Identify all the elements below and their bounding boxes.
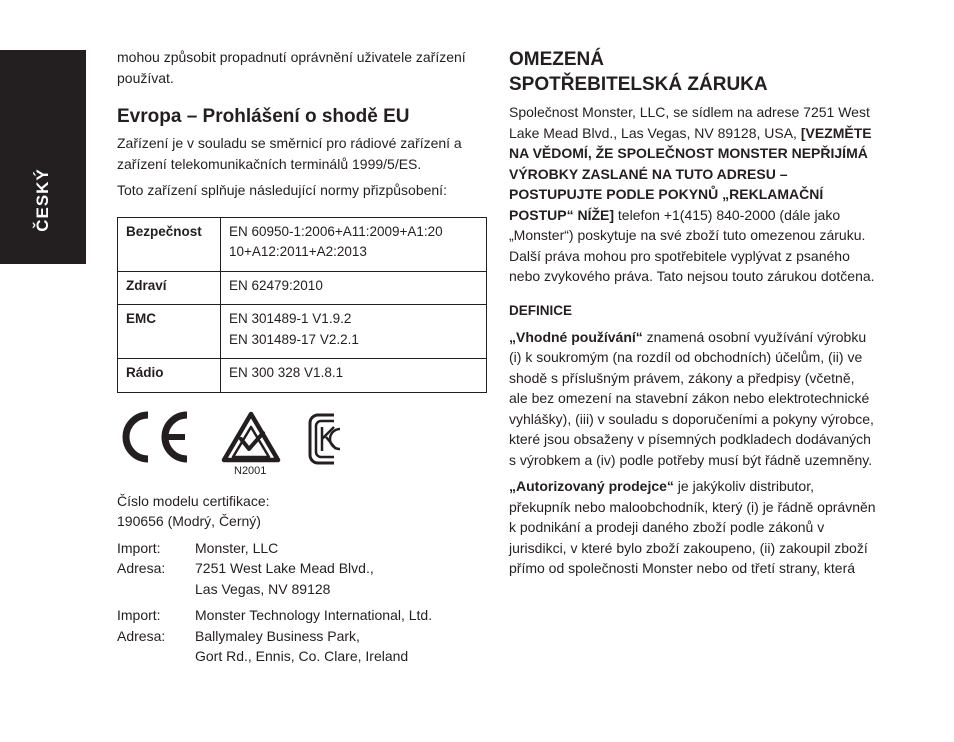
- warranty-text-b: telefon +1(415) 840-2000 (dále jako „Monster“) poskytuje na své zboží tuto omezenou záruku. Další práva mohou pro spotřebitele vyplývat z psaného nebo zvykového práva. Tato nejsou touto zárukou dotčena.: [509, 206, 875, 284]
- definition-proper-use: [509, 327, 877, 471]
- cert-value: 190656 (Modrý, Černý): [117, 513, 261, 529]
- import-label: Import:: [117, 539, 161, 556]
- warranty-heading: [509, 47, 877, 97]
- intro-text: mohou způsobit propadnutí oprávnění uživatele zařízení používat.: [117, 49, 466, 86]
- warranty-text-a: Společnost Monster, LLC, se sídlem na adrese 7251 West Lake Mead Blvd., Las Vegas, NV 89128, USA,: [509, 104, 870, 141]
- definition-term: „Autorizovaný prodejce“: [509, 478, 674, 494]
- address-line: Las Vegas, NV 89128: [195, 580, 331, 597]
- kc-mark-icon: [308, 411, 348, 467]
- import-value: Monster Technology International, Ltd.: [195, 607, 433, 623]
- table-row: [118, 271, 487, 305]
- warranty-paragraph: [509, 102, 877, 287]
- import-label: Import:: [117, 607, 161, 623]
- norm-value-line: 10+A12:2011+A2:2013: [229, 244, 367, 259]
- importer-2: [117, 605, 487, 667]
- address-label: Adresa:: [117, 560, 166, 576]
- norm-value-line: EN 60950-1:2006+A11:2009+A1:20: [229, 223, 443, 239]
- left-column: [117, 47, 487, 667]
- address-line: Ballymaley Business Park,: [195, 627, 360, 644]
- warranty-heading-line-2: SPOTŘEBITELSKÁ ZÁRUKA: [509, 74, 768, 95]
- norm-value: [221, 305, 487, 359]
- definitions-heading: DEFINICE: [509, 302, 573, 318]
- address-label: Adresa:: [117, 627, 166, 644]
- table-row: [118, 359, 487, 393]
- eu-heading: Evropa – Prohlášení o shodě EU: [117, 106, 410, 127]
- address-line: 7251 West Lake Mead Blvd.,: [195, 560, 374, 576]
- table-row: [118, 305, 487, 359]
- norm-value: [221, 217, 487, 271]
- certification-info: [117, 491, 487, 532]
- norm-value-line: EN 301489-17 V2.2.1: [229, 331, 359, 347]
- norm-label: Zdraví: [118, 271, 221, 305]
- definition-text: znamená osobní využívání výrobku (i) k soukromým (na rozdíl od obchodních) účelům, (ii) ve shodě s příslušným právem, zákony a předpisy (včetně, ale bez omezení na stavební zákon nebo elektrotechnické vyhlášky), (iii) v souladu s doporučeními a pokyny výrobce, které jsou obsaženy v písemných podkladech dodávaných s výrobkem a (iv) podle potřeby musí být řádně uzemněny.: [509, 328, 874, 468]
- table-row: [118, 217, 487, 271]
- ce-mark-icon: [117, 411, 191, 463]
- address-line: Gort Rd., Ennis, Co. Clare, Ireland: [195, 648, 409, 664]
- language-side-tab: [0, 50, 86, 264]
- definition-authorized-dealer: [509, 476, 877, 579]
- eu-paragraph-2: Toto zařízení splňuje následující normy přizpůsobení:: [117, 182, 447, 198]
- rcm-mark-icon: [221, 411, 281, 463]
- importer-1: [117, 538, 487, 600]
- cert-label: Číslo modelu certifikace:: [117, 492, 270, 509]
- import-value: Monster, LLC: [195, 539, 279, 556]
- norm-value-line: EN 62479:2010: [229, 277, 323, 293]
- norm-value: [221, 271, 487, 305]
- norm-label: Rádio: [118, 359, 221, 393]
- warranty-heading-line-1: OMEZENÁ: [509, 49, 604, 70]
- rcm-code: N2001: [234, 464, 267, 477]
- right-column: [509, 47, 877, 585]
- norm-label: Bezpečnost: [118, 217, 221, 271]
- eu-paragraph-1: Zařízení je v souladu se směrnicí pro rádiové zařízení a zařízení telekomunikačních terminálů 1999/5/ES.: [117, 135, 462, 172]
- norm-value-line: EN 301489-1 V1.9.2: [229, 311, 352, 326]
- definition-text: je jakýkoliv distributor, překupník nebo maloobchodník, který (i) je řádně oprávněn k podnikání a prodeji daného zboží podle zákonů v jurisdikci, v které bylo zboží zakoupeno, (ii) zakoupil zboží přímo od společnosti Monster nebo od třetí strany, která: [509, 478, 876, 576]
- warranty-notice: [VEZMĚTE NA VĚDOMÍ, ŽE SPOLEČNOST MONSTER NEPŘIJÍMÁ VÝROBKY ZASLANÉ NA TUTO ADRESU – POSTUPUJTE PODLE POKYNŮ „REKLAMAČNÍ POSTUP“ NÍŽE]: [509, 124, 872, 223]
- norms-table: [117, 217, 487, 393]
- language-label: ČESKÝ: [33, 168, 52, 232]
- certification-marks: [117, 393, 487, 477]
- definition-term: „Vhodné používání“: [509, 328, 643, 345]
- norm-label: EMC: [118, 305, 221, 359]
- norm-value-line: EN 300 328 V1.8.1: [229, 365, 344, 380]
- norm-value: [221, 359, 487, 393]
